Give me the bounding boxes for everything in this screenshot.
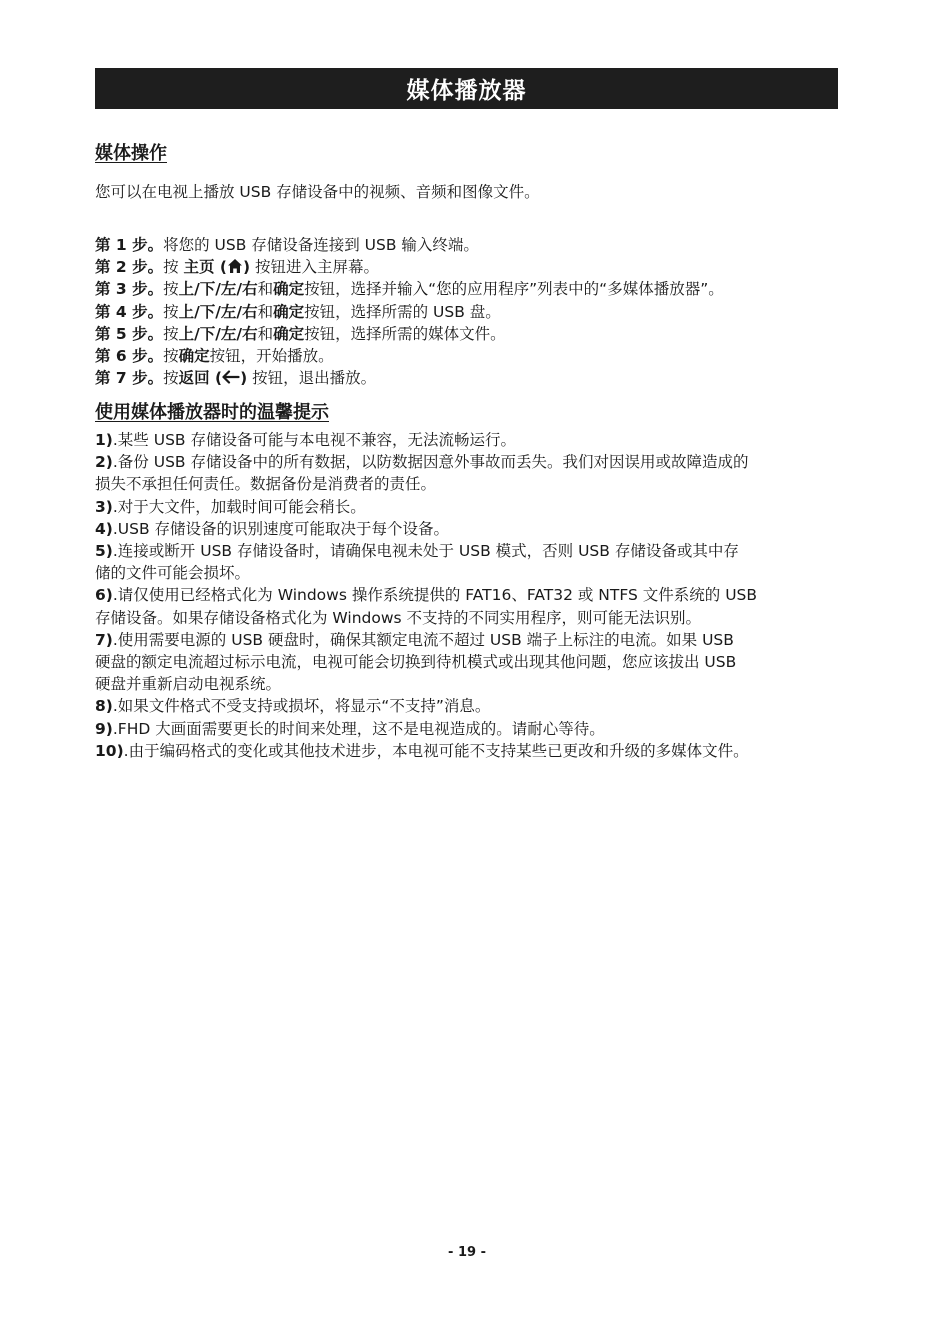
- tip-text: .USB 存储设备的识别速度可能取决于每个设备。: [112, 519, 450, 538]
- tips-list: [95, 429, 840, 762]
- steps-list: [95, 234, 724, 389]
- step-label: 第 3 步。: [95, 280, 164, 299]
- page-title: 媒体播放器: [406, 78, 527, 104]
- tip-number: 6): [95, 586, 113, 605]
- step-label: 第 5 步。: [95, 324, 164, 343]
- step-3: [95, 278, 724, 300]
- step-text: 按: [163, 302, 179, 321]
- step-label: 第 7 步。: [95, 369, 164, 388]
- tip-text: .FHD 大画面需要更长的时间来处理，这不是电视造成的。请耐心等待。: [112, 719, 605, 738]
- tip-5-line: [95, 562, 840, 584]
- step-text: 按钮，退出播放。: [247, 369, 377, 388]
- step-label: 第 4 步。: [95, 302, 164, 321]
- tip-number: 8): [95, 697, 113, 716]
- tip-number: 1): [95, 431, 113, 449]
- back-arrow-icon: [222, 370, 240, 384]
- section-heading-tips: 使用媒体播放器时的温馨提示: [95, 402, 329, 423]
- step-text: 按钮，选择所需的媒体文件。: [304, 324, 506, 343]
- tip-number: 9): [95, 719, 113, 738]
- step-text: 按钮进入主屏幕。: [250, 258, 380, 277]
- step-6: [95, 345, 724, 367]
- tip-text: .某些 USB 存储设备可能与本电视不兼容，无法流畅运行。: [112, 431, 516, 449]
- tip-number: 3): [95, 497, 113, 516]
- tip-2-line: [95, 473, 840, 495]
- tip-1-line: [95, 429, 840, 451]
- tip-text: .如果文件格式不受支持或损坏，将显示“不支持”消息。: [112, 697, 491, 716]
- step-keyword: 主页 (: [183, 258, 227, 277]
- tip-text: 存储设备。如果存储设备格式化为 Windows 不支持的不同实用程序，则可能无法识别。: [95, 608, 702, 627]
- step-text: 按: [163, 280, 179, 299]
- step-text: 按钮，选择所需的 USB 盘。: [304, 302, 501, 321]
- tip-text: .对于大文件，加载时间可能会稍长。: [112, 497, 366, 516]
- step-text: 按: [163, 347, 179, 366]
- tip-text: .连接或断开 USB 存储设备时，请确保电视未处于 USB 模式，否则 USB 存储设备或其中存: [112, 542, 739, 561]
- tip-8-line: [95, 695, 840, 717]
- home-icon: [227, 258, 243, 274]
- step-keyword: 确定: [273, 324, 305, 343]
- tip-number: 10): [95, 741, 124, 760]
- step-keyword: 返回 (: [178, 369, 223, 388]
- tip-number: 7): [95, 630, 113, 649]
- tip-text: .备份 USB 存储设备中的所有数据，以防数据因意外事故而丢失。我们对因误用或故障造成的: [112, 453, 749, 472]
- tip-text: 损失不承担任何责任。数据备份是消费者的责任。: [95, 475, 437, 494]
- tip-6-line: [95, 584, 840, 606]
- step-1: [95, 234, 724, 256]
- step-label: 第 6 步。: [95, 347, 164, 366]
- step-text: 和: [257, 324, 274, 343]
- step-keyword: ): [243, 258, 251, 277]
- step-4: [95, 301, 724, 323]
- step-text: 按: [163, 258, 184, 277]
- step-text: 和: [257, 280, 274, 299]
- intro-text: 您可以在电视上播放 USB 存储设备中的视频、音频和图像文件。: [95, 183, 540, 201]
- tip-4-line: [95, 518, 840, 540]
- tip-7-line: [95, 629, 840, 651]
- tip-text: 储的文件可能会损坏。: [95, 564, 251, 583]
- step-label: 第 1 步。: [95, 236, 164, 254]
- step-keyword: 确定: [273, 280, 305, 299]
- step-text: 按: [163, 369, 179, 388]
- tip-text: 硬盘并重新启动电视系统。: [95, 675, 282, 694]
- tip-text: .由于编码格式的变化或其他技术进步，本电视可能不支持某些已更改和升级的多媒体文件。: [123, 741, 749, 760]
- tip-2-line: [95, 451, 840, 473]
- tip-number: 5): [95, 542, 113, 561]
- tip-9-line: [95, 718, 840, 740]
- tip-3-line: [95, 496, 840, 518]
- step-text: 将您的 USB 存储设备连接到 USB 输入终端。: [163, 236, 479, 254]
- step-5: [95, 323, 724, 345]
- section-heading-media-operation: 媒体操作: [95, 143, 167, 164]
- step-2: [95, 256, 724, 278]
- page-number: - 19 -: [448, 1245, 486, 1260]
- tip-text: 硬盘的额定电流超过标示电流，电视可能会切换到待机模式或出现其他问题，您应该拔出 USB: [95, 653, 737, 672]
- tip-text: .请仅使用已经格式化为 Windows 操作系统提供的 FAT16、FAT32 或 NTFS 文件系统的 USB: [112, 586, 758, 605]
- step-label: 第 2 步。: [95, 258, 164, 277]
- step-keyword: 上/下/左/右: [178, 324, 258, 343]
- step-text: 按: [163, 324, 179, 343]
- step-text: 按钮，选择并输入“您的应用程序”列表中的“多媒体播放器”。: [304, 280, 724, 299]
- tip-number: 4): [95, 519, 113, 538]
- step-keyword: 上/下/左/右: [178, 302, 258, 321]
- step-keyword: ): [240, 369, 248, 388]
- step-7: [95, 367, 724, 389]
- step-keyword: 确定: [178, 347, 210, 366]
- tip-6-line: [95, 607, 840, 629]
- step-keyword: 上/下/左/右: [178, 280, 258, 299]
- tip-7-line: [95, 673, 840, 695]
- step-text: 和: [257, 302, 274, 321]
- tip-5-line: [95, 540, 840, 562]
- step-keyword: 确定: [273, 302, 305, 321]
- tip-7-line: [95, 651, 840, 673]
- title-bar: [95, 68, 838, 109]
- tip-10-line: [95, 740, 840, 762]
- tip-number: 2): [95, 453, 113, 472]
- tip-text: .使用需要电源的 USB 硬盘时，确保其额定电流不超过 USB 端子上标注的电流。如果 USB: [112, 630, 734, 649]
- step-text: 按钮，开始播放。: [209, 347, 334, 366]
